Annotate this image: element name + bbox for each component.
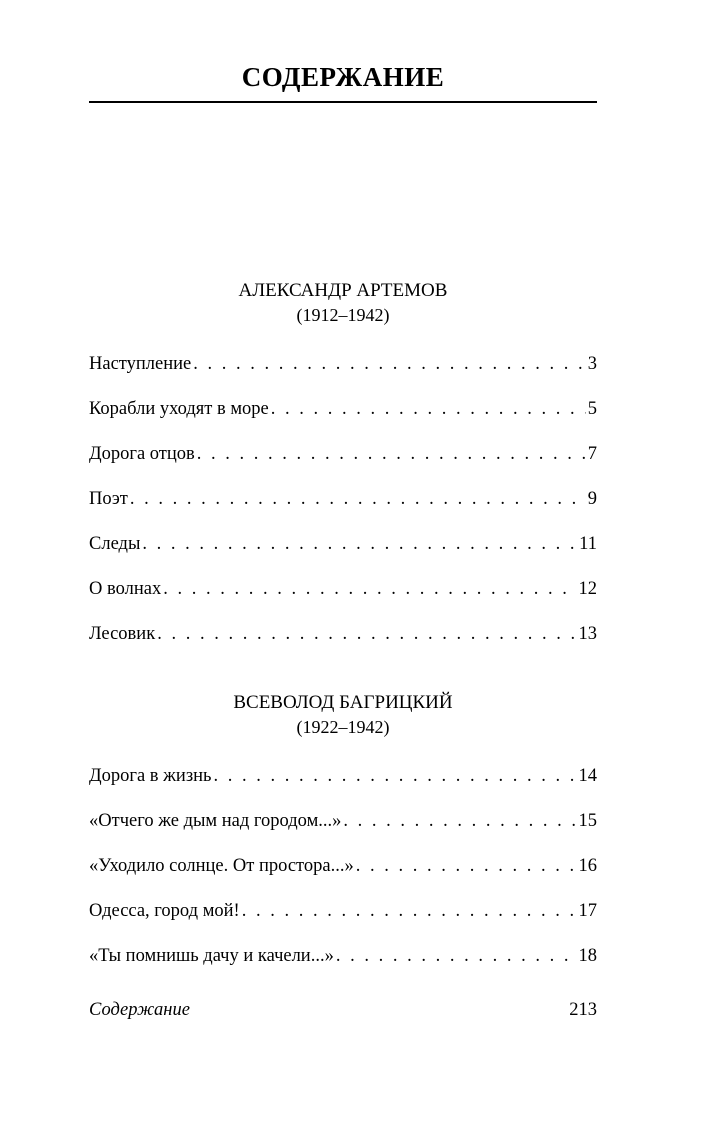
- dot-leader: [193, 353, 586, 375]
- toc-entry[interactable]: [89, 765, 597, 810]
- entry-page-number: 12: [578, 579, 597, 599]
- toc-entry[interactable]: [89, 353, 597, 398]
- entry-title: Дорога в жизнь: [89, 766, 212, 786]
- title-underline: [89, 101, 597, 103]
- entry-page-number: 7: [587, 444, 597, 464]
- entry-title: Корабли уходят в море: [89, 399, 269, 419]
- toc-entry[interactable]: [89, 900, 597, 945]
- entry-title: Лесовик: [89, 624, 156, 644]
- toc-section: [89, 279, 597, 668]
- dot-leader: [356, 855, 577, 877]
- running-footer-label: Содержание: [89, 1000, 190, 1020]
- section-years: (1912–1942): [296, 305, 390, 325]
- entry-page-number: 16: [578, 856, 597, 876]
- dot-leader: [157, 623, 576, 645]
- entry-page-number: 5: [587, 399, 597, 419]
- entry-page-number: 3: [587, 354, 597, 374]
- entry-page-number: 11: [579, 534, 597, 554]
- entry-title: О волнах: [89, 579, 162, 599]
- entry-page-number: 9: [587, 489, 597, 509]
- toc-entry[interactable]: [89, 443, 597, 488]
- entry-page-number: 13: [578, 624, 597, 644]
- entry-title: «Отчего же дым над городом...»: [89, 811, 342, 831]
- dot-leader: [197, 443, 586, 465]
- dot-leader: [343, 810, 576, 832]
- toc-entry[interactable]: [89, 578, 597, 623]
- toc-entries: [89, 765, 597, 990]
- dot-leader: [242, 900, 577, 922]
- dot-leader: [336, 945, 577, 967]
- toc-entry[interactable]: [89, 398, 597, 443]
- section-author: АЛЕКСАНДР АРТЕМОВ: [238, 280, 448, 301]
- section-years: (1922–1942): [296, 717, 390, 737]
- toc-entry[interactable]: [89, 533, 597, 578]
- toc-entry[interactable]: [89, 623, 597, 668]
- entry-page-number: 14: [578, 766, 597, 786]
- entry-title: Дорога отцов: [89, 444, 195, 464]
- entry-title: Следы: [89, 534, 141, 554]
- entry-title: Одесса, город мой!: [89, 901, 240, 921]
- toc-entry[interactable]: [89, 855, 597, 900]
- toc-entries: [89, 353, 597, 668]
- toc-section: [89, 691, 597, 990]
- dot-leader: [142, 533, 577, 555]
- dot-leader: [130, 488, 586, 510]
- entry-title: «Ты помнишь дачу и качели...»: [89, 946, 334, 966]
- entry-page-number: 17: [578, 901, 597, 921]
- section-author: ВСЕВОЛОД БАГРИЦКИЙ: [233, 692, 453, 713]
- entry-page-number: 15: [578, 811, 597, 831]
- book-page: [89, 0, 597, 1122]
- entry-title: Наступление: [89, 354, 192, 374]
- page-footer: [89, 1000, 597, 1021]
- entry-title: Поэт: [89, 489, 128, 509]
- toc-entry[interactable]: [89, 945, 597, 990]
- page-title: СОДЕРЖАНИЕ: [241, 62, 445, 92]
- page-number: 213: [569, 1000, 597, 1020]
- toc-entry[interactable]: [89, 488, 597, 533]
- dot-leader: [271, 398, 586, 420]
- dot-leader: [163, 578, 576, 600]
- dot-leader: [213, 765, 576, 787]
- entry-title: «Уходило солнце. От простора...»: [89, 856, 354, 876]
- entry-page-number: 18: [578, 946, 597, 966]
- toc-entry[interactable]: [89, 810, 597, 855]
